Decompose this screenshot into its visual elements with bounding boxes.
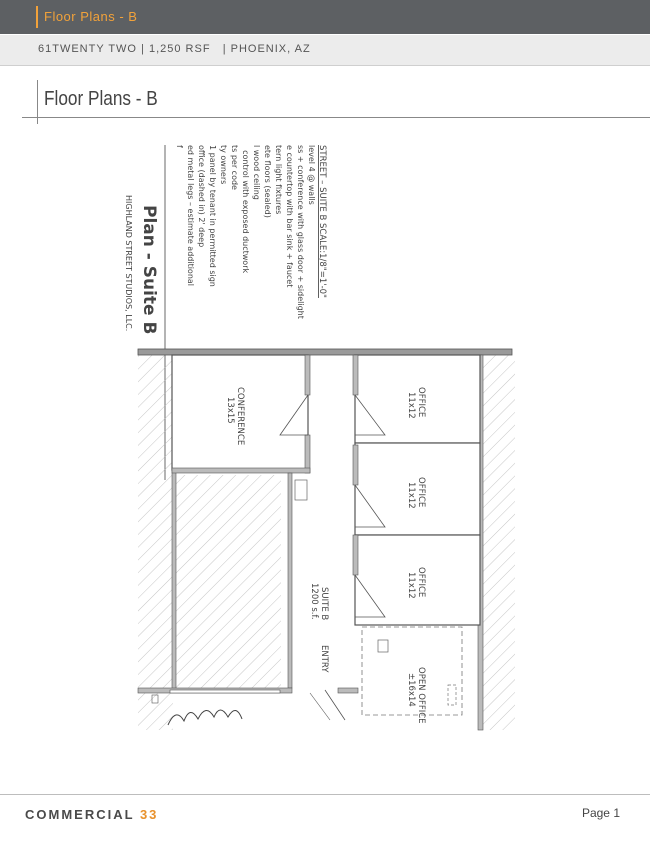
plan-note: ty owners	[219, 145, 228, 185]
room-suite	[309, 583, 329, 620]
brand-text: COMMERCIAL	[25, 807, 140, 822]
top-header-bar	[0, 0, 650, 34]
svg-text:±16x14: ±16x14	[406, 673, 416, 707]
plan-note: ed metal legs – estimate additional	[186, 145, 195, 287]
brand-number: 33	[139, 807, 159, 822]
plan-notes-title: STREET – SUITE B SCALE:1/8"=1'-0"	[317, 145, 327, 298]
svg-text:11x12: 11x12	[406, 482, 416, 509]
room-office-3	[406, 567, 426, 599]
floor-plan-drawing	[124, 135, 520, 735]
header-accent-bar	[36, 6, 38, 28]
plan-note: e countertop with bar sink + faucet	[285, 145, 294, 288]
brand-logo	[25, 807, 158, 822]
room-office-2	[406, 477, 426, 509]
footer-divider	[0, 794, 650, 795]
svg-text:11x12: 11x12	[406, 572, 416, 599]
title-divider-horizontal	[22, 117, 650, 118]
property-info-bar	[0, 35, 650, 66]
svg-text:13x15: 13x15	[225, 397, 235, 424]
plan-company: HIGHLAND STREET STUDIOS, LLC.	[124, 195, 133, 332]
svg-text:OFFICE: OFFICE	[416, 387, 426, 418]
header-title: Floor Plans - B	[44, 9, 138, 24]
svg-text:OFFICE: OFFICE	[416, 477, 426, 508]
svg-text:CONFERENCE: CONFERENCE	[235, 387, 245, 446]
svg-text:11x12: 11x12	[406, 392, 416, 419]
plan-note: office (dashed in) 2' deep	[197, 145, 206, 248]
plan-note: control with exposed ductwork	[241, 145, 250, 274]
svg-text:1200 s.f.: 1200 s.f.	[309, 583, 319, 620]
plan-note: l wood ceiling	[252, 145, 261, 200]
plan-heading: Plan - Suite B	[139, 205, 159, 335]
plan-note: ete floors (sealed)	[263, 145, 272, 218]
plan-note: 1 panel by tenant in permitted sign	[208, 145, 217, 287]
svg-text:ENTRY: ENTRY	[319, 645, 329, 673]
plan-note: ss + conference with glass door + sidelight	[296, 145, 305, 319]
section-title: Floor Plans - B	[44, 88, 158, 110]
svg-text:SUITE B: SUITE B	[319, 587, 329, 621]
plan-note: level 4 @ walls	[307, 145, 316, 205]
room-entry	[319, 645, 329, 673]
svg-text:OFFICE: OFFICE	[416, 567, 426, 598]
page-number: Page 1	[581, 806, 620, 820]
plan-note: f	[175, 145, 184, 148]
property-info: 61TWENTY TWO | 1,250 RSF | PHOENIX, AZ	[38, 43, 311, 55]
plan-note: tern light fixtures	[274, 145, 283, 215]
svg-text:OPEN OFFICE: OPEN OFFICE	[416, 667, 426, 724]
room-office-1	[406, 387, 426, 419]
plan-note: ts per code	[230, 145, 239, 190]
